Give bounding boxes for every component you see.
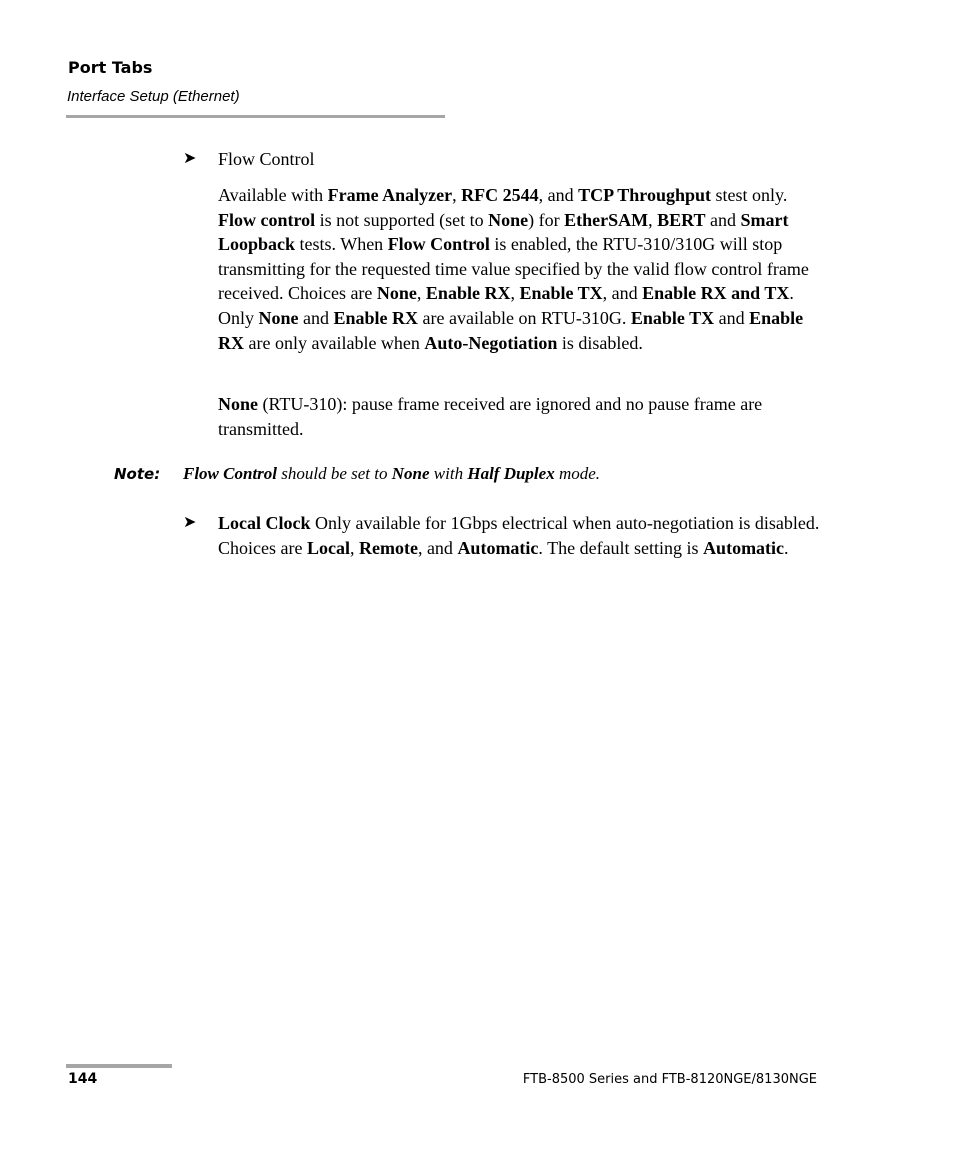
arrow-bullet-icon: ➤ <box>183 150 197 167</box>
note-label: Note: <box>114 465 161 483</box>
page-number: 144 <box>68 1071 98 1087</box>
product-name: FTB-8500 Series and FTB-8120NGE/8130NGE <box>522 1072 817 1087</box>
footer-divider <box>66 1064 172 1068</box>
arrow-bullet-icon: ➤ <box>183 514 197 531</box>
local-clock-item <box>183 511 823 560</box>
section-subtitle: Interface Setup (Ethernet) <box>67 88 240 105</box>
flow-control-description: Available with Frame Analyzer, RFC 2544, and TCP Throughput stest only. Flow control is not supported (set to None) for EtherSAM, BERT and Smart Loopback tests. When Flow Control is enabled, the RTU-310/310G will stop transmitting for the requested time value specified by the valid flow control frame received. Choices are None, Enable RX, Enable TX, and Enable RX and TX. Only None and Enable RX are available on RTU-310G. Enable TX and Enable RX are only available when Auto-Negotiation is disabled. <box>218 185 809 353</box>
flow-control-item <box>183 147 823 172</box>
flow-control-none-description: None (RTU-310): pause frame received are ignored and no pause frame are transmitted. <box>218 394 763 439</box>
section-title: Port Tabs <box>68 58 153 77</box>
local-clock-description: Local Clock Only available for 1Gbps electrical when auto-negotiation is disabled. Choices are Local, Remote, and Automatic. The default setting is Automatic. <box>218 513 820 558</box>
note-block: Note: Flow Control should be set to None with Half Duplex mode. <box>114 462 834 486</box>
header-divider <box>66 115 445 118</box>
flow-control-heading: Flow Control <box>218 149 315 169</box>
